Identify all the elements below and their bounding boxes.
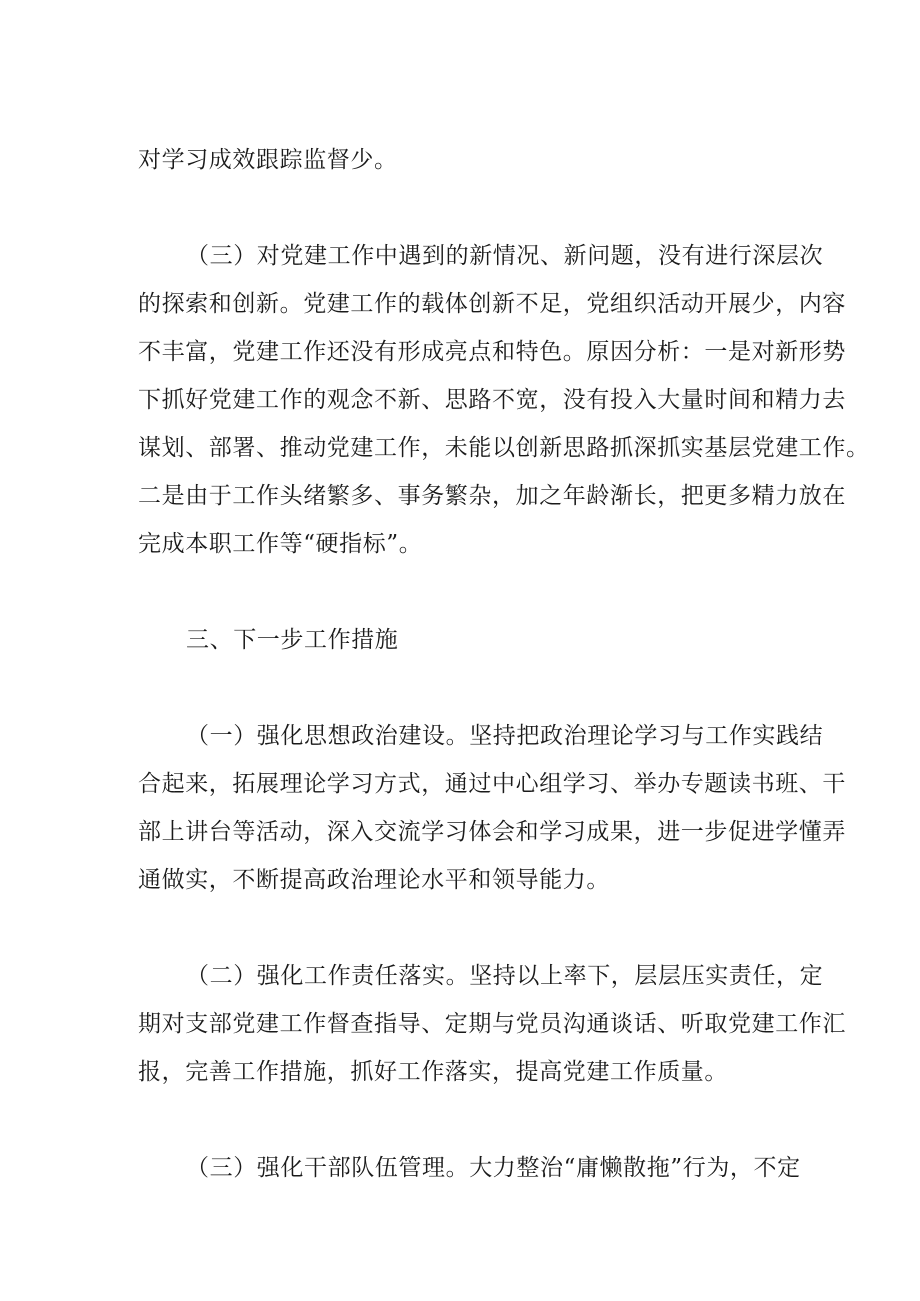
paragraph-line: 部上讲台等活动，深入交流学习体会和学习成果，进一步促进学懂弄 (138, 819, 846, 845)
paragraph-line: 的探索和创新。党建工作的载体创新不足，党组织活动开展少，内容 (138, 291, 846, 317)
paragraph-line: 完成本职工作等“硬指标”。 (138, 531, 423, 557)
paragraph-line: 对学习成效跟踪监督少。 (138, 147, 398, 173)
paragraph-line: 谋划、部署、推动党建工作，未能以创新思路抓深抓实基层党建工作。 (138, 435, 870, 461)
paragraph-line: 期对支部党建工作督查指导、定期与党员沟通谈话、听取党建工作汇 (138, 1011, 846, 1037)
paragraph-line: （二）强化工作责任落实。坚持以上率下，层层压实责任，定 (186, 963, 824, 989)
paragraph-line: 报，完善工作措施，抓好工作落实，提高党建工作质量。 (138, 1059, 728, 1085)
paragraph-line: 下抓好党建工作的观念不新、思路不宽，没有投入大量时间和精力去 (138, 387, 846, 413)
paragraph-line: 合起来，拓展理论学习方式，通过中心组学习、举办专题读书班、干 (138, 771, 846, 797)
paragraph-line: （一）强化思想政治建设。坚持把政治理论学习与工作实践结 (186, 723, 824, 749)
paragraph-line: （三）对党建工作中遇到的新情况、新问题，没有进行深层次 (186, 243, 824, 269)
paragraph-line: 二是由于工作头绪繁多、事务繁杂，加之年龄渐长，把更多精力放在 (138, 483, 846, 509)
paragraph-line: （三）强化干部队伍管理。大力整治“庸懒散拖”行为，不定 (186, 1155, 801, 1181)
section-heading: 三、下一步工作措施 (186, 627, 399, 653)
paragraph-line: 不丰富，党建工作还没有形成亮点和特色。原因分析：一是对新形势 (138, 339, 846, 365)
paragraph-line: 通做实，不断提高政治理论水平和领导能力。 (138, 867, 610, 893)
